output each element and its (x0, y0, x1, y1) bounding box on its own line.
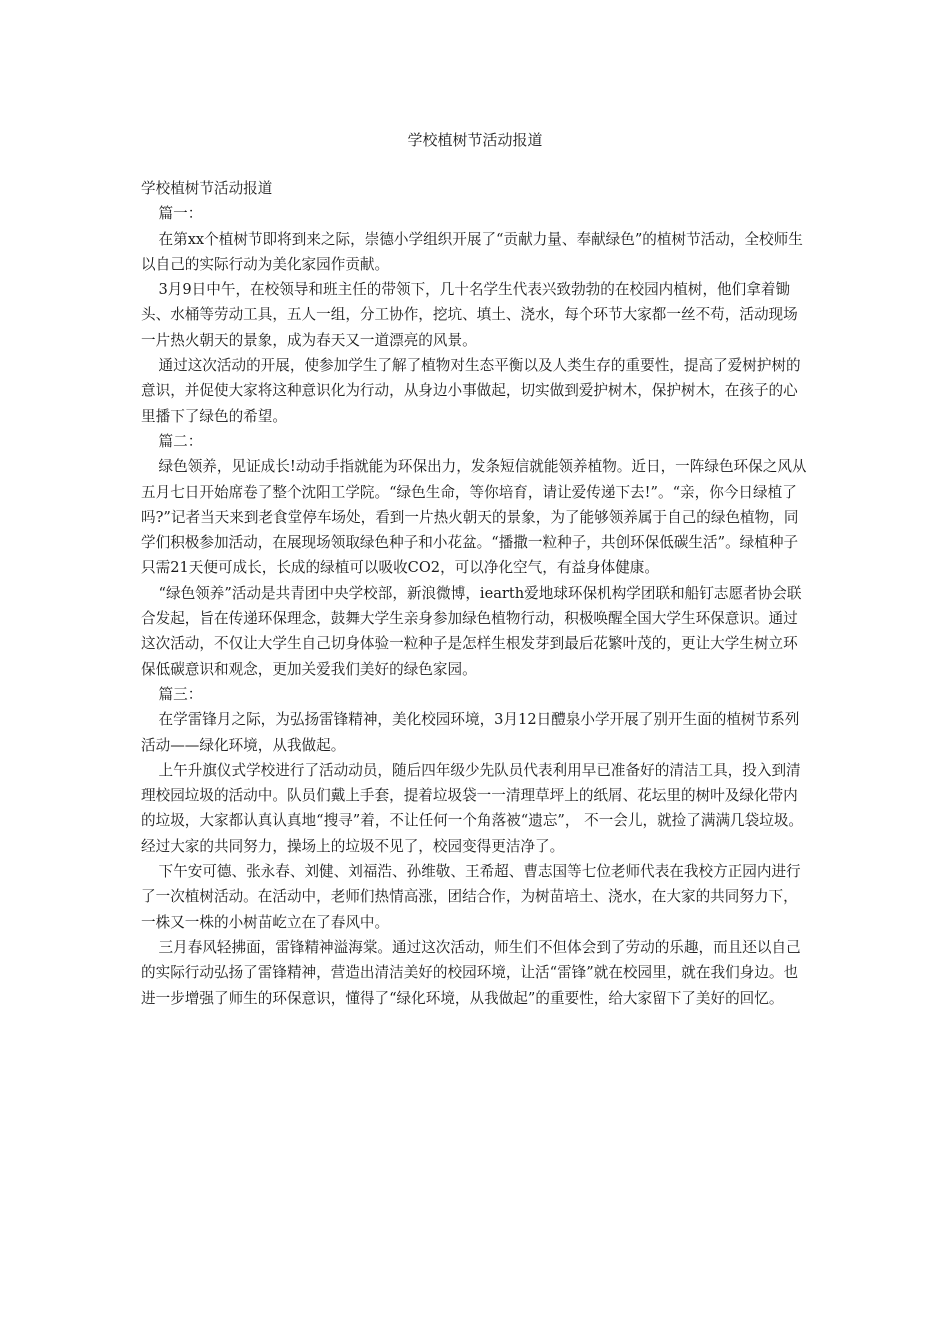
paragraph: 在第xx个植树节即将到来之际，崇德小学组织开展了“贡献力量、奉献绿色”的植树节活动，全校师生以自己的实际行动为美化家园作贡献。 (141, 230, 803, 273)
paragraph: “绿色领养”活动是共青团中央学校部，新浪微博，iearth爱地球环保机构学团联和船钉志愿者协会联合发起，旨在传递环保理念，鼓舞大学生亲身参加绿色植物行动，积极唤醒全国大学生环保意识。通过这次活动，不仅让大学生自己切身体验一粒种子是怎样生根发芽到最后花繁叶茂的，更让大学生树立环保低碳意识和观念，更加关爱我们美好的绿色家园。 (141, 584, 802, 678)
document-body (141, 176, 809, 1011)
document-title: 学校植树节活动报道 (407, 131, 543, 149)
paragraph: 上午升旗仪式学校进行了活动动员，随后四年级少先队员代表利用早已准备好的清洁工具，投入到清理校园垃圾的活动中。队员们戴上手套，提着垃圾袋一一清理草坪上的纸屑、花坛里的树叶及绿化带内的垃圾，大家都认真认真地“搜寻”着，不让任何一个角落被“遗忘”， 不一会儿，就捡了满满几袋垃圾。经过大家的共同努力，操场上的垃圾不见了，校园变得更洁净了。 (141, 761, 804, 855)
paragraph: 下午安可德、张永春、刘健、刘福浩、孙维敬、王希超、曹志国等七位老师代表在我校方正园内进行了一次植树活动。在活动中，老师们热情高涨，团结合作，为树苗培土、浇水，在大家的共同努力下，一株又一株的小树苗屹立在了春风中。 (141, 863, 801, 931)
section-heading-3: 篇三： (158, 685, 203, 703)
section-heading-1: 篇一： (158, 205, 203, 223)
paragraph: 通过这次活动的开展，使参加学生了解了植物对生态平衡以及人类生存的重要性，提高了爱树护树的意识，并促使大家将这种意识化为行动，从身边小事做起，切实做到爱护树木，保护树木，在孩子的心里播下了绿色的希望。 (141, 357, 801, 425)
paragraph: 绿色领养，见证成长!动动手指就能为环保出力，发条短信就能领养植物。近日，一阵绿色环保之风从五月七日开始席卷了整个沈阳工学院。“绿色生命，等你培育，请让爱传递下去!”。“亲，你今日绿植了吗?”记者当天来到老食堂停车场处，看到一片热火朝天的景象，为了能够领养属于自己的绿色植物，同学们积极参加活动，在展现场领取绿色种子和小花盆。“播撒一粒种子，共创环保低碳生活”。绿植种子只需21天便可成长，长成的绿植可以吸收CO2，可以净化空气，有益身体健康。 (141, 458, 807, 577)
section-heading-2: 篇二： (158, 432, 203, 450)
paragraph: 三月春风轻拂面，雷锋精神溢海棠。通过这次活动，师生们不但体会到了劳动的乐趣，而且还以自己的实际行动弘扬了雷锋精神，营造出清洁美好的校园环境，让活“雷锋”就在校园里，就在我们身边。也进一步增强了师生的环保意识，懂得了“绿化环境，从我做起”的重要性，给大家留下了美好的回忆。 (141, 938, 801, 1007)
paragraph: 在学雷锋月之际，为弘扬雷锋精神，美化校园环境，3月12日醴泉小学开展了别开生面的植树节系列活动——绿化环境，从我做起。 (141, 711, 800, 754)
document-subtitle: 学校植树节活动报道 (141, 180, 273, 197)
paragraph: 3月9日中午，在校领导和班主任的带领下，几十名学生代表兴致勃勃的在校园内植树，他们拿着锄头、水桶等劳动工具，五人一组，分工协作，挖坑、填土、浇水，每个环节大家都一丝不苟，活动现场一片热火朝天的景象，成为春天又一道漂亮的风景。 (141, 281, 798, 349)
